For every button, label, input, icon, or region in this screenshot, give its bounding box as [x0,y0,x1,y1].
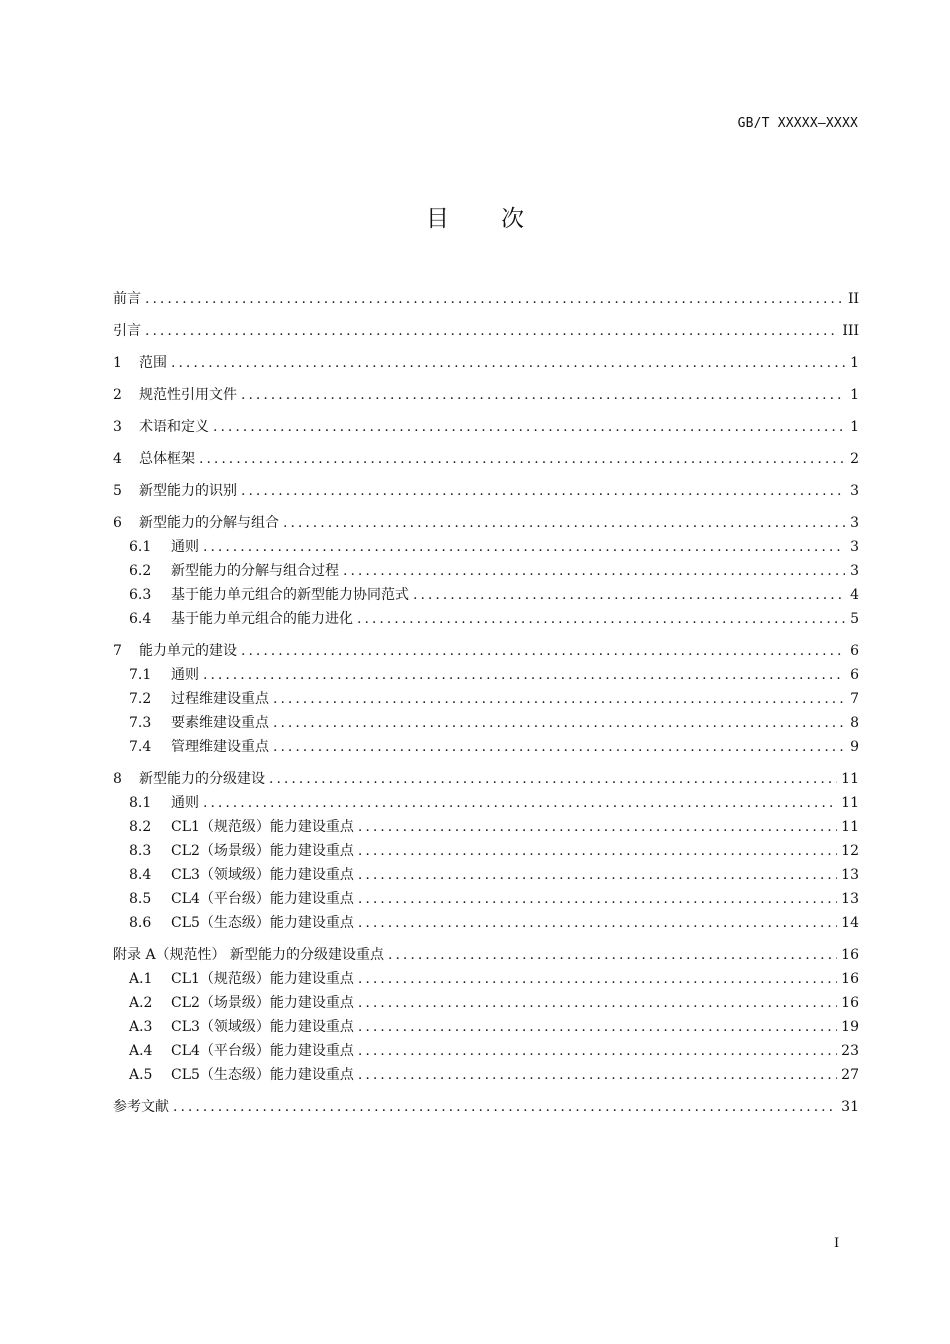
toc-entry[interactable] [113,991,859,1015]
toc-entry[interactable] [113,1039,859,1063]
toc-entry-page: 31 [841,1099,859,1115]
toc-leader-dots [358,815,837,839]
standard-code: GB/T XXXXX—XXXX [737,116,858,131]
toc-leader-dots [343,559,845,583]
toc-leader-dots [203,535,845,559]
toc-entry-page: 16 [841,995,859,1011]
toc-entry-label: CL2（场景级）能力建设重点 [171,995,354,1011]
toc-entry-page: 11 [841,771,859,787]
toc-entry-label: CL2（场景级）能力建设重点 [171,843,354,859]
toc-entry-label: 附录 A（规范性） 新型能力的分级建设重点 [113,947,385,963]
toc-entry-number: 8.1 [129,795,152,811]
toc-entry-label: 基于能力单元组合的能力进化 [171,611,353,627]
toc-entry-page: 1 [850,419,859,435]
toc-entry-number: 8.6 [129,915,152,931]
toc-entry-number: 7.2 [129,691,152,707]
toc-leader-dots [173,1095,837,1119]
toc-entry-number: 6.3 [129,587,152,603]
toc-entry-page: 11 [841,795,859,811]
toc-entry-page: 4 [850,587,859,603]
toc-entry-label: 通则 [171,667,199,683]
toc-leader-dots [273,735,845,759]
toc-entry-label: 新型能力的分解与组合 [139,515,279,531]
toc-entry-number: A.5 [129,1067,153,1083]
toc-entry[interactable] [113,415,859,439]
toc-entry-page: II [847,291,859,307]
toc-entry[interactable] [113,479,859,503]
toc-leader-dots [413,583,845,607]
toc-entry-label: 范围 [139,355,167,371]
toc-entry[interactable] [113,351,859,375]
toc-entry-page: 1 [850,387,859,403]
toc-entry-label: CL4（平台级）能力建设重点 [171,891,354,907]
toc-entry[interactable] [113,1063,859,1087]
toc-leader-dots [241,479,845,503]
toc-entry-label: CL1（规范级）能力建设重点 [171,819,354,835]
toc-entry-label: 要素维建设重点 [171,715,269,731]
toc-entry-number: 3 [113,419,122,435]
toc-entry-number: A.3 [129,1019,153,1035]
toc-entry-label: 规范性引用文件 [139,387,237,403]
toc-leader-dots [145,287,844,311]
toc-entry-page: 5 [850,611,859,627]
toc-entry-number: A.4 [129,1043,153,1059]
toc-entry-page: 14 [841,915,859,931]
toc-entry-label: 新型能力的识别 [139,483,237,499]
toc-leader-dots [145,319,838,343]
toc-entry[interactable] [113,559,859,583]
toc-leader-dots [269,767,837,791]
toc-entry[interactable] [113,735,859,759]
toc-entry-page: 2 [850,451,859,467]
toc-entry-label: CL3（领域级）能力建设重点 [171,1019,354,1035]
toc-leader-dots [358,839,837,863]
toc-entry[interactable] [113,1095,859,1119]
toc-leader-dots [283,511,845,535]
toc-leader-dots [358,1063,837,1087]
toc-leader-dots [203,791,837,815]
toc-entry-label: 新型能力的分解与组合过程 [171,563,339,579]
toc-entry-number: 7.4 [129,739,152,755]
toc-entry[interactable] [113,663,859,687]
toc-entry[interactable] [113,887,859,911]
toc-entry-number: 6 [113,515,122,531]
toc-entry-number: 8 [113,771,122,787]
toc-entry-page: 8 [850,715,859,731]
toc-entry[interactable] [113,815,859,839]
toc-entry-page: 16 [841,971,859,987]
toc-entry-page: 9 [850,739,859,755]
toc-entry[interactable] [113,511,859,535]
toc-entry-page: 1 [850,355,859,371]
toc-entry[interactable] [113,839,859,863]
toc-leader-dots [171,351,845,375]
toc-entry-number: A.2 [129,995,153,1011]
toc-leader-dots [358,1015,837,1039]
toc-entry-label: 通则 [171,539,199,555]
toc-entry-number: 8.5 [129,891,152,907]
toc-title: 目次 [426,206,576,232]
toc-entry-label: 术语和定义 [139,419,209,435]
toc-entry[interactable] [113,943,859,967]
toc-entry[interactable] [113,863,859,887]
toc-entry-number: 4 [113,451,122,467]
toc-entry-number: A.1 [129,971,153,987]
toc-entry-page: 3 [850,515,859,531]
toc-entry[interactable] [113,711,859,735]
toc-entry-number: 8.2 [129,819,152,835]
toc-entry-page: 11 [841,819,859,835]
toc-entry-number: 7.1 [129,667,152,683]
toc-entry[interactable] [113,583,859,607]
toc-entry-number: 8.4 [129,867,152,883]
toc-leader-dots [358,863,837,887]
toc-leader-dots [273,711,845,735]
toc-entry-label: CL3（领域级）能力建设重点 [171,867,354,883]
toc-entry-page: 12 [841,843,859,859]
toc-entry-page: III [842,323,859,339]
toc-entry[interactable] [113,791,859,815]
toc-leader-dots [241,383,845,407]
toc-entry-label: 参考文献 [113,1099,169,1115]
footer-page-number: I [834,1236,840,1251]
toc-entry-page: 3 [850,563,859,579]
toc-entry[interactable] [113,319,859,343]
toc-entry-page: 3 [850,539,859,555]
toc-entry-page: 13 [841,891,859,907]
toc-entry-label: 基于能力单元组合的新型能力协同范式 [171,587,409,603]
toc-entry-page: 6 [850,667,859,683]
toc-entry[interactable] [113,607,859,631]
toc-entry-page: 3 [850,483,859,499]
toc-leader-dots [203,663,845,687]
toc-entry[interactable] [113,1015,859,1039]
toc-entry-label: CL1（规范级）能力建设重点 [171,971,354,987]
toc-entry-number: 8.3 [129,843,152,859]
toc-entry-label: 总体框架 [139,451,195,467]
toc-entry-label: 管理维建设重点 [171,739,269,755]
toc-entry-page: 16 [841,947,859,963]
toc-entry[interactable] [113,383,859,407]
toc-leader-dots [358,911,837,935]
toc-leader-dots [241,639,845,663]
toc-entry-number: 7.3 [129,715,152,731]
toc-leader-dots [358,967,837,991]
toc-entry[interactable] [113,687,859,711]
toc-leader-dots [357,607,845,631]
toc-leader-dots [358,887,837,911]
toc-leader-dots [213,415,845,439]
toc-entry[interactable] [113,447,859,471]
toc-entry[interactable] [113,535,859,559]
toc-leader-dots [199,447,845,471]
toc-entry-label: 过程维建设重点 [171,691,269,707]
toc-leader-dots [273,687,845,711]
toc-entry-label: CL4（平台级）能力建设重点 [171,1043,354,1059]
toc-entry-label: 能力单元的建设 [139,643,237,659]
toc-entry-number: 6.1 [129,539,152,555]
toc-entry-page: 6 [850,643,859,659]
toc-entry-label: 引言 [113,323,141,339]
toc-leader-dots [388,943,837,967]
toc-entry-label: 通则 [171,795,199,811]
toc-entry-number: 6.4 [129,611,152,627]
toc-leader-dots [358,991,837,1015]
toc-entry[interactable] [113,911,859,935]
toc-entry-page: 7 [850,691,859,707]
toc-entry-number: 1 [113,355,122,371]
toc-entry-page: 13 [841,867,859,883]
toc-entry[interactable] [113,767,859,791]
toc-entry-page: 19 [841,1019,859,1035]
toc-entry-page: 23 [841,1043,859,1059]
toc-entry[interactable] [113,639,859,663]
toc-entry-label: 前言 [113,291,141,307]
toc-entry[interactable] [113,287,859,311]
toc-leader-dots [358,1039,837,1063]
toc-entry-number: 2 [113,387,122,403]
toc-entry-number: 7 [113,643,122,659]
toc-entry-number: 6.2 [129,563,152,579]
toc-entry-number: 5 [113,483,122,499]
toc-entry-page: 27 [841,1067,859,1083]
toc-entry-label: CL5（生态级）能力建设重点 [171,915,354,931]
toc-entry[interactable] [113,967,859,991]
toc-entry-label: 新型能力的分级建设 [139,771,265,787]
table-of-contents [113,287,859,1119]
toc-entry-label: CL5（生态级）能力建设重点 [171,1067,354,1083]
